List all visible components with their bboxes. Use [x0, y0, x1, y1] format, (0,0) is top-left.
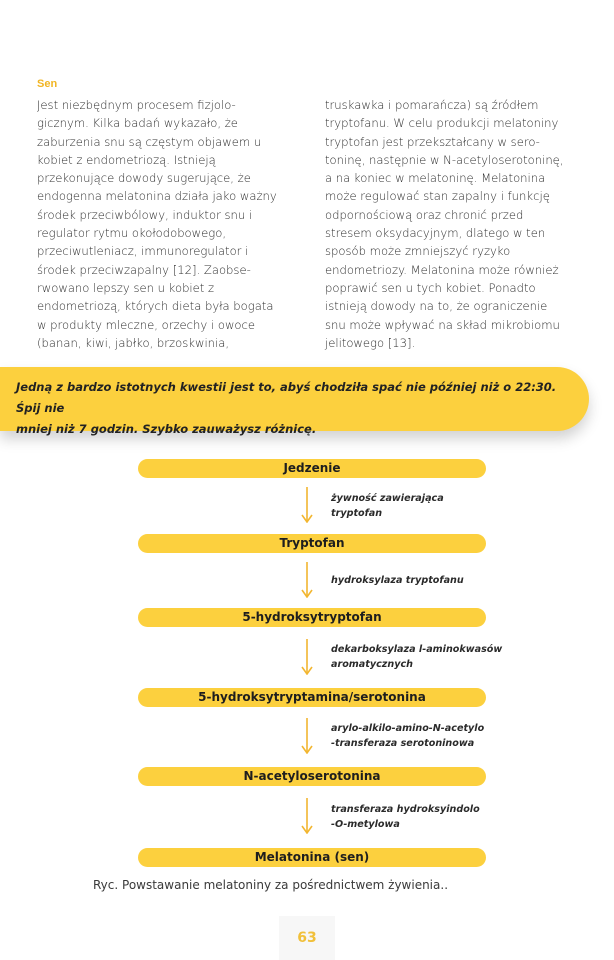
text-line: stresem oksydacyjnym, dlatego w ten — [325, 226, 546, 241]
enzyme-line: transferaza hydroksyindolo — [331, 804, 480, 815]
text-line: istnieją dowody na to, że ograniczenie — [325, 299, 548, 314]
text-line: toninę, następnie w N-acetyloserotoninę, — [325, 152, 564, 167]
enzyme-line: aromatycznych — [331, 659, 413, 670]
right-column-text — [325, 96, 573, 352]
left-column-text — [37, 96, 289, 352]
section-title: Sen — [37, 78, 58, 90]
enzyme-line: tryptofan — [331, 508, 383, 519]
arrow-down-icon — [301, 798, 313, 834]
text-line: może regulować stan zapalny i funkcję — [325, 189, 550, 204]
tip-text — [16, 377, 576, 440]
tip-highlight-box — [0, 367, 589, 436]
tip-line: Jedną z bardzo istotnych kwestii jest to, abyś chodziła spać nie później niż o 22:30. Śpij nie — [16, 380, 557, 415]
text-line: Jest niezbędnym procesem fizjolo- — [37, 98, 236, 112]
tip-line: mniej niż 7 godzin. Szybko zauważysz różnicę. — [16, 422, 317, 436]
text-line: truskawka i pomarańcza) są źródłem — [325, 98, 539, 112]
enzyme-label — [331, 642, 502, 672]
text-line: (banan, kiwi, jabłko, brzoskwinia, — [37, 335, 230, 350]
arrow-down-icon — [301, 718, 313, 754]
text-line: rwowano lepszy sen u kobiet z — [37, 280, 215, 295]
enzyme-line: arylo-alkilo-amino-N-acetylo — [331, 723, 485, 734]
enzyme-label — [331, 491, 444, 521]
diagram-step-food: Jedzenie — [138, 459, 486, 478]
enzyme-label — [331, 802, 480, 832]
diagram-step-tryptophan: Tryptofan — [138, 534, 486, 553]
text-line: endometriozy. Melatonina może również — [325, 262, 559, 277]
text-line: gicznym. Kilka badań wykazało, że — [37, 116, 238, 131]
enzyme-label — [331, 721, 484, 751]
enzyme-line: dekarboksylaza l-aminokwasów — [331, 644, 503, 655]
enzyme-line: żywność zawierająca — [331, 493, 444, 504]
diagram-step-n-acetylserotonin: N-acetyloserotonina — [138, 767, 486, 786]
enzyme-label — [331, 573, 464, 588]
text-line: przeciwutleniacz, immunoregulator i — [37, 244, 249, 259]
text-line: środek przeciwzapalny [12]. Zaobse- — [37, 262, 251, 277]
text-line: regulator rytmu okołodobowego, — [37, 226, 226, 241]
enzyme-line: -O-metylowa — [331, 819, 400, 830]
text-line: a na koniec w melatoninę. Melatonina — [325, 171, 546, 186]
text-line: sposób może zmniejszyć ryzyko — [325, 244, 511, 259]
text-line: tryptofanu. W celu produkcji melatoniny — [325, 116, 559, 131]
arrow-down-icon — [301, 639, 313, 675]
diagram-step-serotonin: 5-hydroksytryptamina/serotonina — [138, 688, 486, 707]
arrow-down-icon — [301, 487, 313, 523]
text-line: w produkty mleczne, orzechy i owoce — [37, 317, 256, 332]
text-line: zaburzenia snu są częstym objawem u — [37, 134, 262, 149]
text-line: endogenna melatonina działa jako ważny — [37, 189, 277, 204]
text-line: odpornościową oraz chronić przed — [325, 207, 524, 222]
text-line: tryptofan jest przekształcany w sero- — [325, 134, 540, 149]
text-line: endometriozą, których dieta była bogata — [37, 299, 274, 314]
enzyme-line: -transferaza serotoninowa — [331, 738, 475, 749]
enzyme-line: hydroksylaza tryptofanu — [331, 575, 464, 586]
text-line: snu może wpływać na skład mikrobiomu — [325, 317, 560, 332]
figure-caption: Ryc. Powstawanie melatoniny za pośrednictwem żywienia.. — [93, 878, 449, 892]
text-line: przekonujące dowody sugerujące, że — [37, 171, 251, 186]
arrow-down-icon — [301, 562, 313, 598]
text-line: poprawić sen u tych kobiet. Ponadto — [325, 280, 536, 295]
diagram-step-melatonin: Melatonina (sen) — [138, 848, 486, 867]
page-number: 63 — [279, 916, 335, 960]
text-line: kobiet z endometriozą. Istnieją — [37, 152, 216, 167]
text-line: jelitowego [13]. — [325, 335, 416, 350]
diagram-step-5htp: 5-hydroksytryptofan — [138, 608, 486, 627]
text-line: środek przeciwbólowy, induktor snu i — [37, 207, 253, 222]
